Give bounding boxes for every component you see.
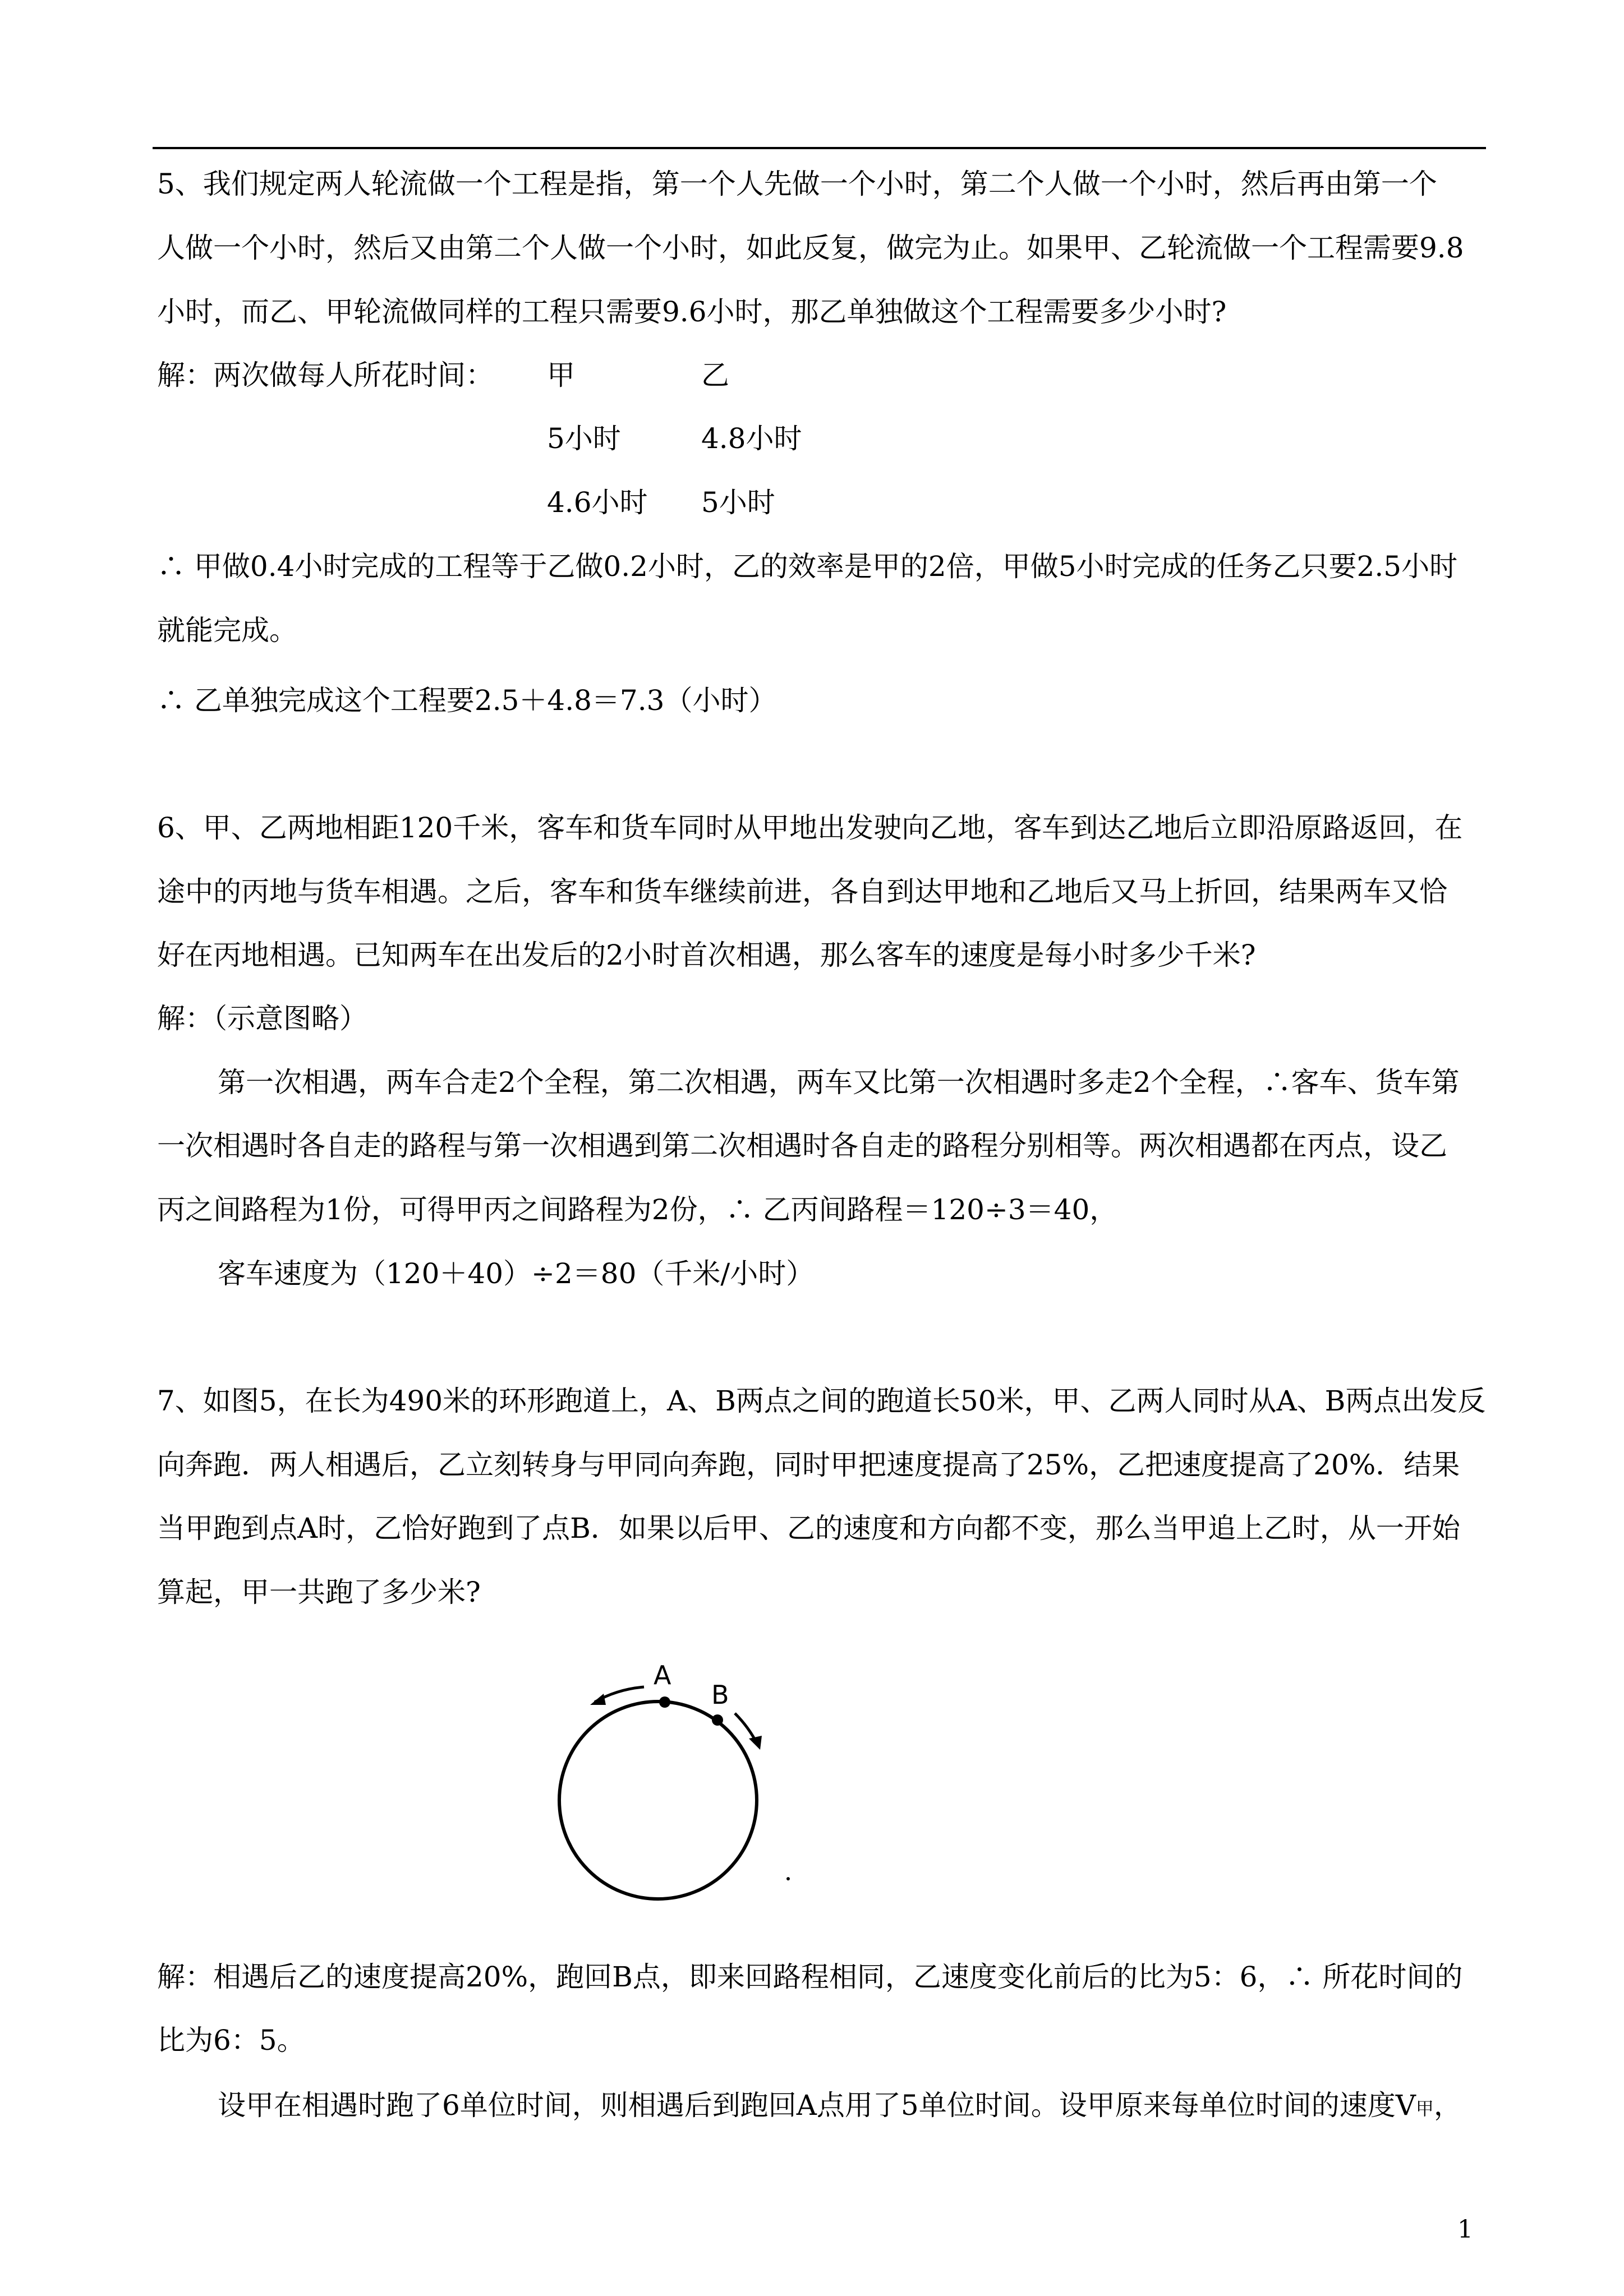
- problem-6-solution: 一次相遇时各自走的路程与第一次相遇到第二次相遇时各自走的路程分别相等。两次相遇都在丙点，设乙: [157, 1129, 1447, 1162]
- problem-5-solution: 就能完成。: [157, 614, 297, 647]
- problem-7-solution: 比为6：5。: [157, 2024, 305, 2057]
- problem-6-text: 好在丙地相遇。已知两车在出发后的2小时首次相遇，那么客车的速度是每小时多少千米?: [157, 939, 1256, 971]
- table-cell: 4.6小时: [547, 486, 648, 519]
- problem-5-solution: ∴ 乙单独完成这个工程要2.5＋4.8＝7.3（小时）: [157, 684, 777, 717]
- stray-dot: [786, 1877, 790, 1880]
- label-b: B: [711, 1680, 729, 1710]
- arrow-clockwise-head: [749, 1736, 762, 1750]
- solution-end: ，: [1433, 2089, 1462, 2122]
- problem-6-solution: 丙之间路程为1份，可得甲丙之间路程为2份，∴ 乙丙间路程＝120÷3＝40，: [157, 1193, 1118, 1226]
- table-header-jia: 甲: [547, 359, 575, 391]
- problem-5-solution-label: 解：两次做每人所花时间：: [157, 359, 494, 391]
- table-cell: 4.8小时: [701, 422, 802, 455]
- problem-7-solution: 解：相遇后乙的速度提高20%，跑回B点，即来回路程相同，乙速度变化前后的比为5：6，∴ 所花时间的: [157, 1961, 1463, 1993]
- problem-6-solution-label: 解：（示意图略）: [157, 1002, 367, 1035]
- problem-5-text: 小时，而乙、甲轮流做同样的工程只需要9.6小时，那乙单独做这个工程需要多少小时?: [157, 296, 1227, 328]
- problem-6-text: 途中的丙地与货车相遇。之后，客车和货车继续前进，各自到达甲地和乙地后又马上折回，结果两车又恰: [157, 875, 1447, 908]
- page-number: 1: [1457, 2215, 1473, 2244]
- header-rule: [153, 147, 1486, 149]
- problem-5-solution: ∴ 甲做0.4小时完成的工程等于乙做0.2小时，乙的效率是甲的2倍，甲做5小时完成的任务乙只要2.5小时: [157, 550, 1458, 583]
- problem-7-text: 当甲跑到点A时，乙恰好跑到了点B．如果以后甲、乙的速度和方向都不变，那么当甲追上乙时，从一开始: [157, 1512, 1460, 1545]
- point-b: [712, 1714, 723, 1726]
- table-cell: 5小时: [701, 486, 775, 519]
- label-a: A: [654, 1660, 671, 1690]
- problem-5-text: 人做一个小时，然后又由第二个人做一个小时，如此反复，做完为止。如果甲、乙轮流做一个工程需要9.8: [157, 232, 1464, 264]
- problem-6-text: 6、甲、乙两地相距120千米，客车和货车同时从甲地出发驶向乙地，客车到达乙地后立即沿原路返回，在: [157, 812, 1463, 844]
- problem-6-solution: 客车速度为（120＋40）÷2＝80（千米/小时）: [218, 1257, 815, 1290]
- track-figure: [555, 1649, 813, 1940]
- problem-7-text: 向奔跑．两人相遇后，乙立刻转身与甲同向奔跑，同时甲把速度提高了25%，乙把速度提高了20%．结果: [157, 1449, 1460, 1481]
- problem-5-text: 5、我们规定两人轮流做一个工程是指，第一个人先做一个小时，第二个人做一个小时，然后再由第一个: [157, 168, 1437, 200]
- table-header-yi: 乙: [701, 359, 729, 391]
- problem-7-text: 7、如图5，在长为490米的环形跑道上，A、B两点之间的跑道长50米，甲、乙两人同时从A、B两点出发反: [157, 1385, 1486, 1417]
- subscript-jia: 甲: [1415, 2098, 1434, 2119]
- track-circle: [559, 1702, 757, 1899]
- problem-7-solution: [218, 2087, 1462, 2127]
- arrow-counterclockwise-head: [590, 1694, 606, 1705]
- problem-7-text: 算起，甲一共跑了多少米?: [157, 1576, 481, 1608]
- table-cell: 5小时: [547, 422, 621, 455]
- point-a: [659, 1696, 670, 1708]
- problem-6-solution: 第一次相遇，两车合走2个全程，第二次相遇，两车又比第一次相遇时多走2个全程，∴客车、货车第: [218, 1066, 1460, 1099]
- solution-text: 设甲在相遇时跑了6单位时间，则相遇后到跑回A点用了5单位时间。设甲原来每单位时间的速度V: [218, 2089, 1416, 2122]
